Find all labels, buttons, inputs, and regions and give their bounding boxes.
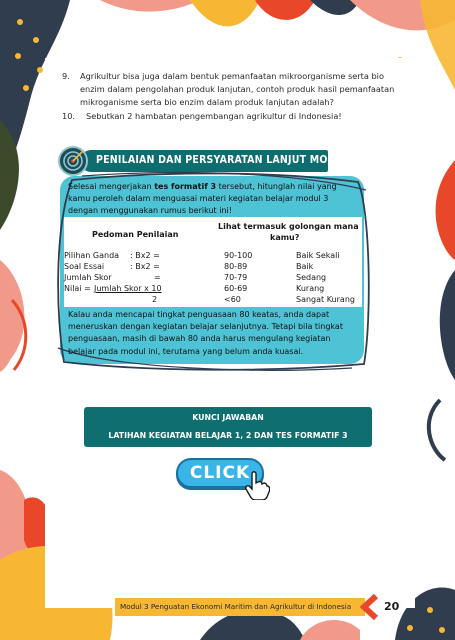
table-row-formula: Jumlah Skor x 10 — [94, 284, 162, 293]
question-line: Agrikultur bisa juga dalam bentuk pemanfaatan mikroorganisme serta bio — [80, 71, 384, 81]
table-row-grade: Sangat Kurang — [296, 295, 355, 304]
card-outro — [68, 309, 362, 358]
table-row-grade: Baik — [296, 262, 314, 271]
question-9 — [62, 70, 402, 110]
question-10 — [62, 110, 402, 124]
table-row-range: 80-89 — [224, 262, 248, 271]
pointer-hand-icon — [244, 470, 270, 500]
grading-table — [64, 217, 362, 307]
card-intro-line — [68, 181, 362, 193]
question-line: Sebutkan 2 hambatan pengembangan agrikultur di Indonesia! — [86, 111, 342, 121]
table-row-op: = — [154, 273, 161, 282]
table-row-grade: Kurang — [296, 284, 325, 293]
table-row-range: 60-69 — [224, 284, 248, 293]
table-row-range: 90-100 — [224, 251, 253, 260]
card-outro-line: meneruskan dengan kegiatan belajar selanjutnya. Tetapi bila tingkat — [68, 322, 343, 332]
table-row-denominator: 2 — [152, 295, 158, 304]
card-intro — [68, 181, 362, 218]
table-row-label: Nilai = — [64, 284, 91, 293]
section-title: PENILAIAN DAN PERSYARATAN LANJUT MODUL — [96, 154, 350, 166]
table-row-grade: Sedang — [296, 273, 327, 282]
answer-key-title: KUNCI JAWABAN — [192, 413, 264, 422]
card-outro-line: Kalau anda mencapai tingkat penguasaan 80 keatas, anda dapat — [68, 310, 330, 319]
page-number: 20 — [384, 600, 400, 613]
card-intro-line: kamu peroleh dalam menguasai materi kegiatan belajar modul 3 — [68, 194, 329, 204]
table-row-label: Jumlah Skor — [64, 273, 112, 282]
question-number: 10. — [62, 111, 76, 121]
question-line: mikroganisme serta bio enzim dalam produk lanjutan adalah? — [80, 97, 334, 107]
click-button[interactable]: CLICK — [176, 458, 264, 488]
card-outro-line: penguasaan, masih di bawah 80 anda harus mengulang kegiatan — [68, 334, 331, 344]
table-row-range: <60 — [224, 295, 241, 304]
question-number: 9. — [62, 71, 70, 81]
table-row-range: 70-79 — [224, 273, 248, 282]
table-header-left: Pedoman Penilaian — [92, 230, 179, 239]
card-outro-line: belajar pada modul ini, terutama yang belum anda kuasai. — [68, 346, 304, 356]
table-header-right-2: kamu? — [270, 233, 300, 242]
intro-bold: tes formatif 3 — [154, 182, 217, 191]
table-row-label: Soal Essai — [64, 262, 105, 271]
card-intro-line: dengan menggunakan rumus berikut ini! — [68, 206, 232, 216]
intro-text-b: tersebut, hitunglah nilai yang — [216, 182, 337, 191]
footer-text: Modul 3 Penguatan Ekonomi Maritim dan Agrikultur di Indonesia — [120, 602, 352, 611]
table-row-op: : Bx2 = — [130, 262, 160, 271]
table-row-label: Pilihan Ganda — [64, 251, 120, 260]
intro-text-a: Selesai mengerjakan — [68, 182, 155, 191]
question-line: enzim dalam pengolahan produk lanjutan, contoh produk hasil pemanfaatan — [80, 84, 395, 94]
chevron-left-icon — [360, 594, 384, 620]
answer-key-subtitle: LATIHAN KEGIATAN BELAJAR 1, 2 DAN TES FORMATIF 3 — [108, 431, 348, 440]
table-header-right: Lihat termasuk golongan mana — [218, 222, 359, 231]
table-row-grade: Baik Sekali — [296, 251, 340, 260]
table-row-op: : Bx2 = — [130, 251, 160, 260]
